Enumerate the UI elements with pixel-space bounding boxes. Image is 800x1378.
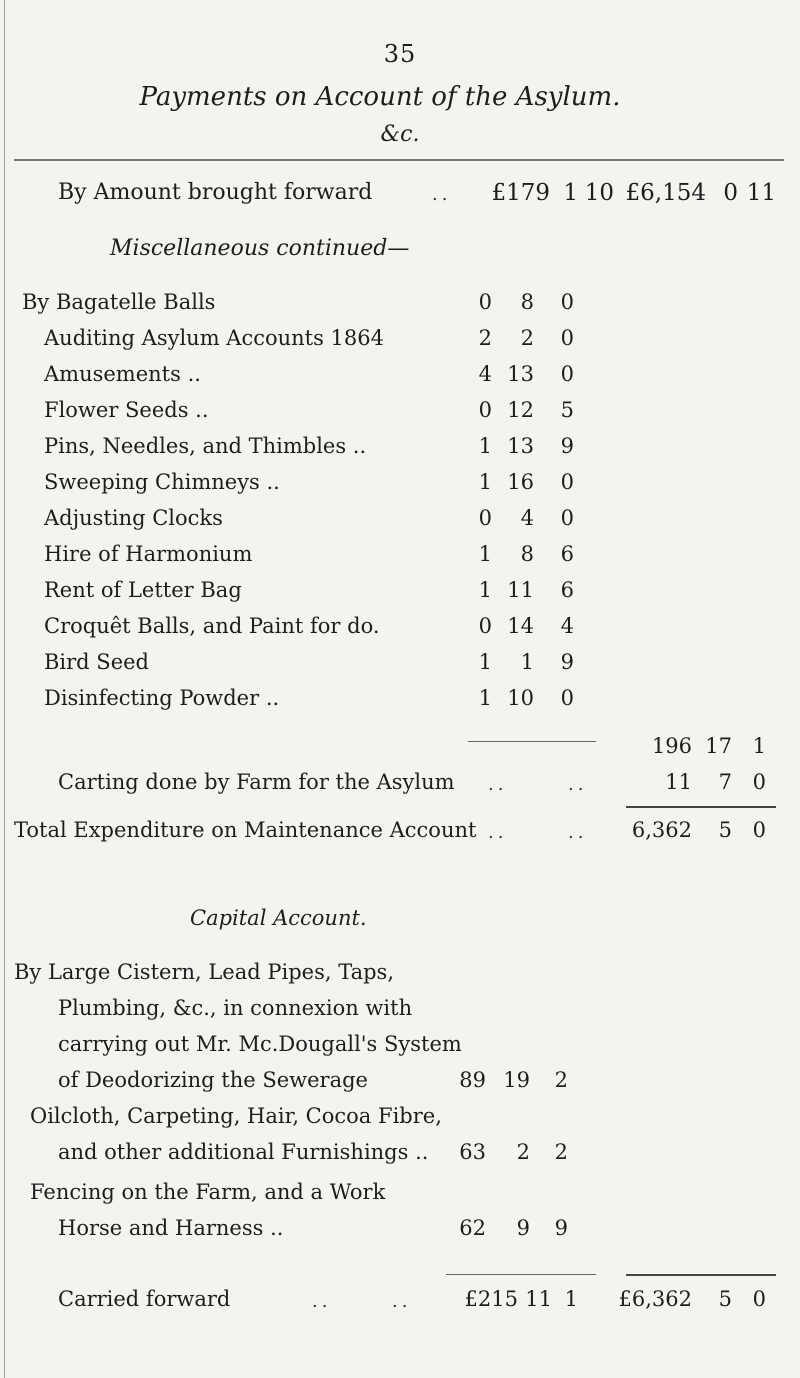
list-item-shillings: 10 <box>507 686 534 710</box>
capital-item-line: By Large Cistern, Lead Pipes, Taps, <box>14 960 395 984</box>
capital-item-pence: 9 <box>554 1216 568 1240</box>
bf-col1-shillings: 1 <box>563 180 578 206</box>
list-item-shillings: 14 <box>507 614 534 638</box>
list-item-pounds: 0 <box>478 614 492 638</box>
bf-col2-pounds: £6,154 <box>625 180 706 206</box>
carried-forward-label: Carried forward <box>58 1287 231 1311</box>
capital-item-line: Fencing on the Farm, and a Work <box>30 1180 386 1204</box>
capital-item-shillings: 19 <box>503 1068 530 1092</box>
list-item-pence: 0 <box>560 686 574 710</box>
list-item-label: Adjusting Clocks <box>44 506 223 530</box>
total-maintenance-pence: 0 <box>752 818 766 842</box>
leader-dots: .. <box>488 774 508 795</box>
capital-item-pence: 2 <box>554 1140 568 1164</box>
list-item-shillings: 13 <box>507 434 534 458</box>
cf-col1-pence: 1 <box>564 1287 578 1311</box>
list-item-pence: 9 <box>560 650 574 674</box>
capital-item-line: Oilcloth, Carpeting, Hair, Cocoa Fibre, <box>30 1104 442 1128</box>
leader-dots: .. <box>312 1291 332 1312</box>
bf-col1-pounds: £179 <box>491 180 550 206</box>
list-item-label: Flower Seeds .. <box>44 398 209 422</box>
list-item-pounds: 1 <box>478 686 492 710</box>
list-item-shillings: 12 <box>507 398 534 422</box>
list-item-pounds: 0 <box>478 398 492 422</box>
list-item-pounds: 1 <box>478 578 492 602</box>
list-item-pence: 0 <box>560 290 574 314</box>
misc-total-shillings: 17 <box>705 734 732 758</box>
carting-pounds: 11 <box>665 770 692 794</box>
leader-dots: .. <box>488 822 508 843</box>
list-item-pounds: 1 <box>478 470 492 494</box>
list-item-shillings: 8 <box>520 542 534 566</box>
capital-item-pence: 2 <box>554 1068 568 1092</box>
list-item-pence: 6 <box>560 578 574 602</box>
total-maintenance-shillings: 5 <box>718 818 732 842</box>
capital-item-line: carrying out Mr. Mc.Dougall's System <box>58 1032 462 1056</box>
list-item-pence: 9 <box>560 434 574 458</box>
list-item-shillings: 8 <box>520 290 534 314</box>
list-item-shillings: 13 <box>507 362 534 386</box>
list-item-shillings: 11 <box>507 578 534 602</box>
list-item-pounds: 1 <box>478 542 492 566</box>
cf-col2-shillings: 5 <box>718 1287 732 1311</box>
misc-total-pence: 1 <box>752 734 766 758</box>
list-item-label: Amusements .. <box>44 362 201 386</box>
capital-item-pounds: 63 <box>459 1140 486 1164</box>
list-item-pounds: 1 <box>478 434 492 458</box>
carting-shillings: 7 <box>718 770 732 794</box>
brought-forward-label: By Amount brought forward <box>58 180 373 205</box>
heading-rule <box>14 159 784 161</box>
list-item-label: Pins, Needles, and Thimbles .. <box>44 434 367 458</box>
carried-rule-left <box>446 1274 596 1275</box>
list-item-label: Auditing Asylum Accounts 1864 <box>44 326 384 350</box>
leader-dots: .. <box>432 184 452 205</box>
list-item-label: Rent of Letter Bag <box>44 578 242 602</box>
page-edge-line <box>4 0 5 1378</box>
carting-label: Carting done by Farm for the Asylum <box>58 770 455 794</box>
total-maintenance-label: Total Expenditure on Maintenance Account <box>14 818 477 842</box>
cf-col1-shillings: 11 <box>525 1287 552 1311</box>
page-number: 35 <box>383 40 417 68</box>
carried-rule-right <box>626 1274 776 1276</box>
list-item-label: Hire of Harmonium <box>44 542 253 566</box>
misc-section-title: Miscellaneous continued— <box>110 236 410 261</box>
list-item-pounds: 0 <box>478 506 492 530</box>
leader-dots: .. <box>568 774 588 795</box>
list-item-shillings: 1 <box>520 650 534 674</box>
list-item-pounds: 0 <box>478 290 492 314</box>
list-item-pence: 4 <box>560 614 574 638</box>
list-item-pence: 0 <box>560 506 574 530</box>
cf-col1-pounds: £215 <box>464 1287 518 1311</box>
list-item-shillings: 2 <box>520 326 534 350</box>
list-item-label: By Bagatelle Balls <box>22 290 216 314</box>
list-item-pence: 0 <box>560 326 574 350</box>
capital-section-title: Capital Account. <box>190 906 367 930</box>
list-item-pence: 0 <box>560 470 574 494</box>
carting-pence: 0 <box>752 770 766 794</box>
bf-col2-shillings: 0 <box>723 180 738 206</box>
list-item-label: Sweeping Chimneys .. <box>44 470 280 494</box>
total-maintenance-pounds: 6,362 <box>631 818 692 842</box>
capital-item-shillings: 2 <box>516 1140 530 1164</box>
page-heading: Payments on Account of the Asylum. <box>139 82 621 112</box>
list-item-shillings: 4 <box>520 506 534 530</box>
subtotal-rule <box>468 741 596 742</box>
list-item-pounds: 2 <box>478 326 492 350</box>
capital-item-line: and other additional Furnishings .. <box>58 1140 429 1164</box>
leader-dots: .. <box>392 1291 412 1312</box>
capital-item-line: Plumbing, &c., in connexion with <box>58 996 413 1020</box>
list-item-pounds: 1 <box>478 650 492 674</box>
capital-item-pounds: 89 <box>459 1068 486 1092</box>
list-item-label: Croquêt Balls, and Paint for do. <box>44 614 380 638</box>
capital-item-pounds: 62 <box>459 1216 486 1240</box>
list-item-pence: 0 <box>560 362 574 386</box>
bf-col1-pence: 10 <box>584 180 614 206</box>
page-subheading: &c. <box>380 122 420 147</box>
list-item-label: Bird Seed <box>44 650 149 674</box>
capital-item-line: Horse and Harness .. <box>58 1216 284 1240</box>
list-item-pounds: 4 <box>478 362 492 386</box>
cf-col2-pounds: £6,362 <box>618 1287 692 1311</box>
capital-item-line: of Deodorizing the Sewerage <box>58 1068 368 1092</box>
misc-total-pounds: 196 <box>651 734 692 758</box>
list-item-pence: 5 <box>560 398 574 422</box>
list-item-label: Disinfecting Powder .. <box>44 686 280 710</box>
leader-dots: .. <box>568 822 588 843</box>
list-item-shillings: 16 <box>507 470 534 494</box>
capital-item-shillings: 9 <box>516 1216 530 1240</box>
list-item-pence: 6 <box>560 542 574 566</box>
total-rule <box>626 806 776 808</box>
cf-col2-pence: 0 <box>752 1287 766 1311</box>
bf-col2-pence: 11 <box>746 180 776 206</box>
